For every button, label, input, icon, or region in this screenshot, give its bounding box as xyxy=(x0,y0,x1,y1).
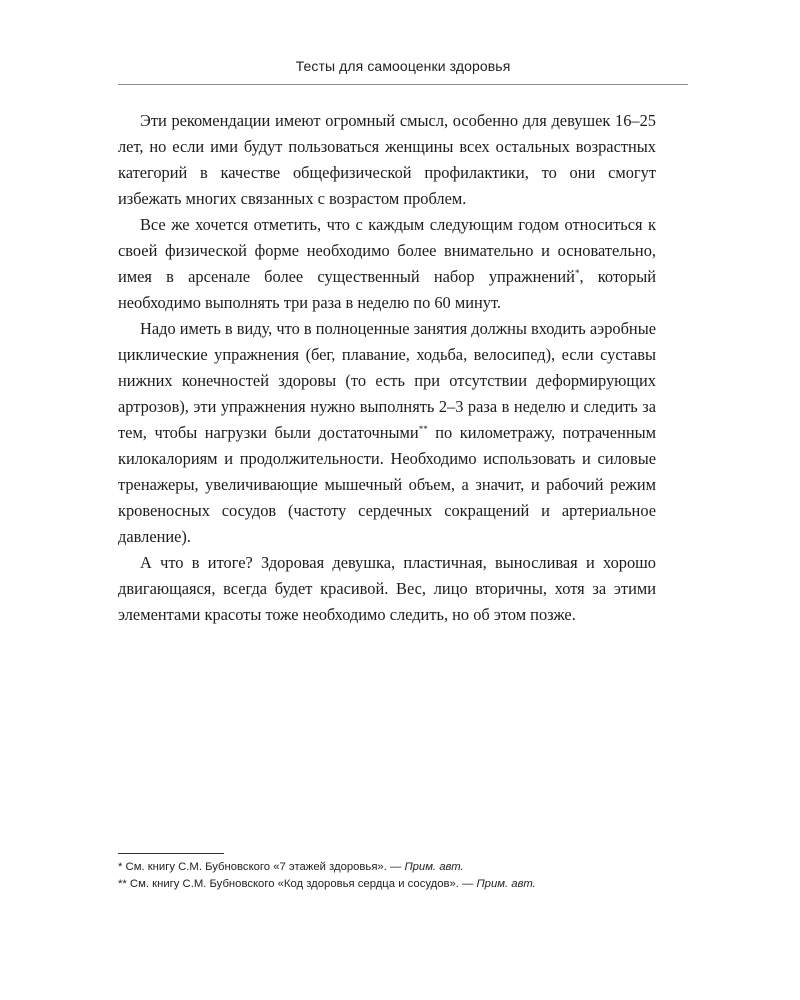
paragraph-2-text-end: , который необходимо выполнять три раза в неделю по 60 минут. xyxy=(118,267,656,312)
paragraph-2 xyxy=(118,212,656,316)
paragraph-4: А что в итоге? Здоровая девушка, пластичная, выносливая и хорошо двигающаяся, всегда будет красивой. Вес, лицо вторичны, хотя за этими элементами красоты тоже необходимо следить, но об этом позже. xyxy=(118,553,656,624)
paragraph-1: Эти рекомендации имеют огромный смысл, особенно для девушек 16–25 лет, но если ими будут пользоваться женщины всех остальных возрастных категорий в качестве общефизической профилактики, то они смогут избежать многих связанных с возрастом проблем. xyxy=(118,111,656,208)
paragraph-3 xyxy=(118,316,656,550)
footnote-1-note: Прим. авт. xyxy=(404,861,464,873)
footnotes xyxy=(118,859,688,893)
footnote-2-note: Прим. авт. xyxy=(476,878,536,890)
footnote-1-text: * См. книгу С.М. Бубновского «7 этажей здоровья». — xyxy=(118,861,405,873)
footnote-ref-2[interactable]: ** xyxy=(418,424,428,434)
paragraph-3-text: Надо иметь в виду, что в полноценные занятия должны входить аэробные циклические упражнения (бег, плавание, ходьба, велосипед), если суставы нижних конечностей здоровы (то есть при отсутствии деформирующих артрозов), эти упражнения нужно выполнять 2–3 раза в неделю и следить за тем, чтобы нагрузки были достаточными xyxy=(118,319,656,442)
footnote-ref-1[interactable]: * xyxy=(574,268,580,278)
footnote-2 xyxy=(118,876,688,893)
paragraph-2-text: Все же хочется отметить, что с каждым следующим годом относиться к своей физической форме необходимо более внимательно и основательно, имея в арсенале более существенный набор упражнений xyxy=(118,215,656,286)
footnote-rule xyxy=(118,853,224,854)
body-text xyxy=(118,108,656,628)
header-rule xyxy=(118,84,688,85)
footnote-2-text: ** См. книгу С.М. Бубновского «Код здоровья сердца и сосудов». — xyxy=(118,878,477,890)
paragraph-3-text-end: по километражу, потраченным килокалориям и продолжительности. Необходимо использовать и силовые тренажеры, увеличивающие мышечный объем, а значит, и рабочий режим кровеносных сосудов (частоту сердечных сокращений и артериальное давление). xyxy=(118,423,657,546)
running-title: Тесты для самооценки здоровья xyxy=(295,58,511,74)
footnote-1 xyxy=(118,859,688,876)
